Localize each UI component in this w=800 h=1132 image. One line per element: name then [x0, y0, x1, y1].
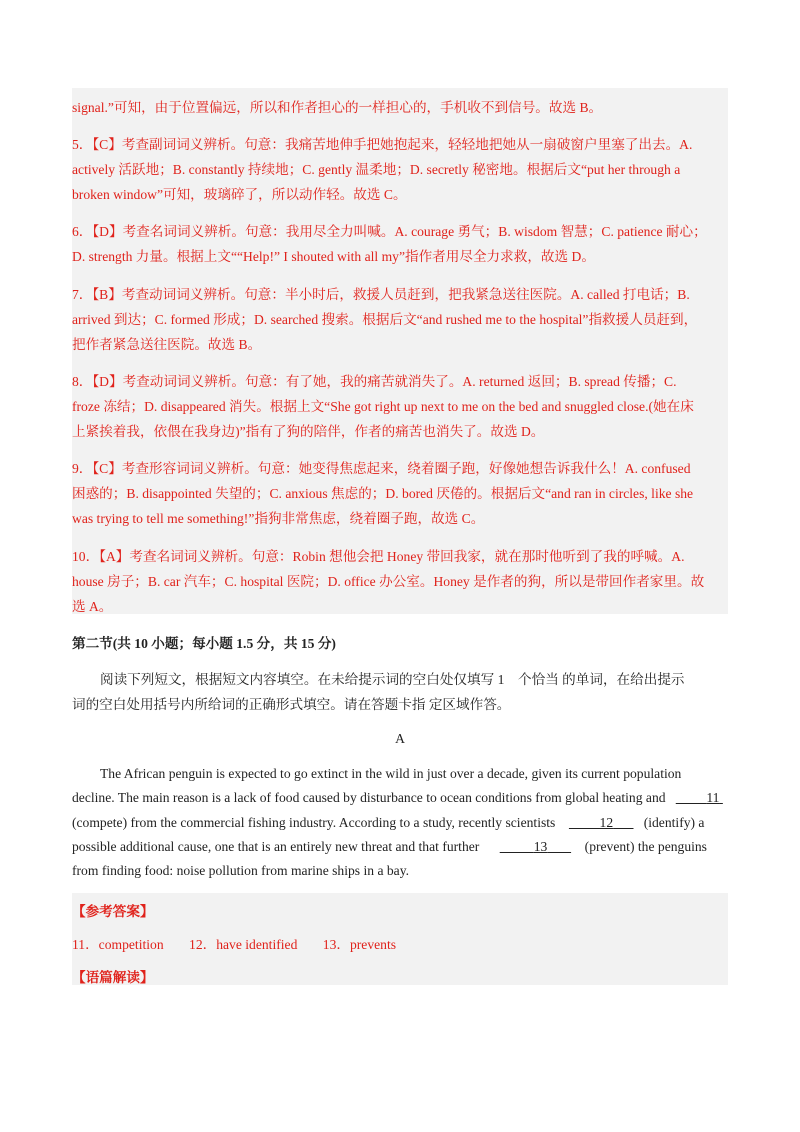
- blank-number: 13: [533, 839, 548, 854]
- passage-line: [72, 790, 723, 806]
- explanation-line: 上紧挨着我，依偎在我身边)”指有了狗的陪伴，作者的痛苦也消失了。故选 D。: [72, 424, 545, 439]
- answer-heading: 【参考答案】: [72, 904, 154, 919]
- explanation-line: 9．【C】考查形容词词义辨析。句意：她变得焦虑起来，绕着圈子跑，好像她想告诉我什么！A. confused: [72, 461, 691, 476]
- passage-text: (prevent) the penguins: [584, 839, 707, 854]
- explanation-line: froze 冻结；D. disappeared 消失。根据上文“She got right up next to me on the bed and snuggled close.(她在床: [72, 399, 694, 414]
- instruction-line: 词的空白处用括号内所给词的正确形式填空。请在答题卡指 定区域作答。: [72, 697, 511, 712]
- passage-line: [72, 815, 704, 831]
- blank-number: 11: [706, 790, 720, 805]
- explanation-line: 6．【D】考查名词词义辨析。句意：我用尽全力叫喊。A. courage 勇气；B. wisdom 智慧；C. patience 耐心；: [72, 224, 707, 239]
- instruction-line: 阅读下列短文，根据短文内容填空。在未给提示词的空白处仅填写 1 个恰当 的单词，在给出提示: [100, 672, 685, 687]
- answer-12: 12．have identified: [189, 937, 298, 952]
- explanation-line: 困惑的；B. disappointed 失望的；C. anxious 焦虑的；D. bored 厌倦的。根据后文“and ran in circles, like she: [72, 486, 694, 501]
- passage-text: (identify) a: [643, 815, 705, 830]
- blank-number: 12: [599, 815, 614, 830]
- blank-11[interactable]: [676, 790, 723, 805]
- explanation-line: 8．【D】考查动词词义辨析。句意：有了她，我的痛苦就消失了。A. returned 返回；B. spread 传播；C.: [72, 374, 677, 389]
- explanation-line: 7．【B】考查动词词义辨析。句意：半小时后，救援人员赶到，把我紧急送往医院。A. called 打电话；B.: [72, 287, 690, 302]
- passage-line: from finding food: noise pollution from marine ships in a bay.: [72, 863, 410, 878]
- passage-text: possible additional cause, one that is an entirely new threat and that further: [72, 839, 480, 854]
- blank-12[interactable]: [569, 815, 634, 830]
- explanation-line: 选 A。: [72, 599, 113, 614]
- passage-text: (compete) from the commercial fishing industry. According to a study, recently scientists: [72, 815, 556, 830]
- explanation-line: D. strength 力量。根据上文““Help!” I shouted with all my”指作者用尽全力求救，故选 D。: [72, 249, 595, 264]
- passage-text: decline. The main reason is a lack of food caused by disturbance to ocean conditions from global heating and: [72, 790, 666, 805]
- blank-13[interactable]: [500, 839, 571, 854]
- answer-11: 11．competition: [72, 937, 164, 952]
- answer-13: 13．prevents: [322, 937, 397, 952]
- passage-line: The African penguin is expected to go extinct in the wild in just over a decade, given its current population: [100, 766, 682, 781]
- explanation-line: signal.”可知，由于位置偏远，所以和作者担心的一样担心的，手机收不到信号。故选 B。: [72, 100, 603, 115]
- explanation-line: 10．【A】考查名词词义辨析。句意：Robin 想他会把 Honey 带回我家，就在那时他听到了我的呼喊。A.: [72, 549, 685, 564]
- analysis-heading: 【语篇解读】: [72, 970, 154, 985]
- explanation-line: broken window”可知，玻璃碎了，所以动作轻。故选 C。: [72, 187, 407, 202]
- answer-list: [72, 933, 396, 953]
- explanation-line: house 房子；B. car 汽车；C. hospital 医院；D. office 办公室。Honey 是作者的狗，所以是带回作者家里。故: [72, 574, 705, 589]
- explanation-line: 把作者紧急送往医院。故选 B。: [72, 337, 262, 352]
- explanation-line: arrived 到达；C. formed 形成；D. searched 搜索。根据后文“and rushed me to the hospital”指救援人员赶到，: [72, 312, 698, 327]
- explanation-line: 5．【C】考查副词词义辨析。句意：我痛苦地伸手把她抱起来，轻轻地把她从一扇破窗户里塞了出去。A.: [72, 137, 693, 152]
- explanation-line: actively 活跃地；B. constantly 持续地；C. gently 温柔地；D. secretly 秘密地。根据后文“put her through a: [72, 162, 681, 177]
- section-heading: 第二节(共 10 小题；每小题 1.5 分，共 15 分): [72, 636, 336, 651]
- passage-line: [72, 839, 707, 855]
- passage-label: A: [395, 731, 405, 746]
- explanation-line: was trying to tell me something!”指狗非常焦虑，绕着圈子跑，故选 C。: [72, 511, 485, 526]
